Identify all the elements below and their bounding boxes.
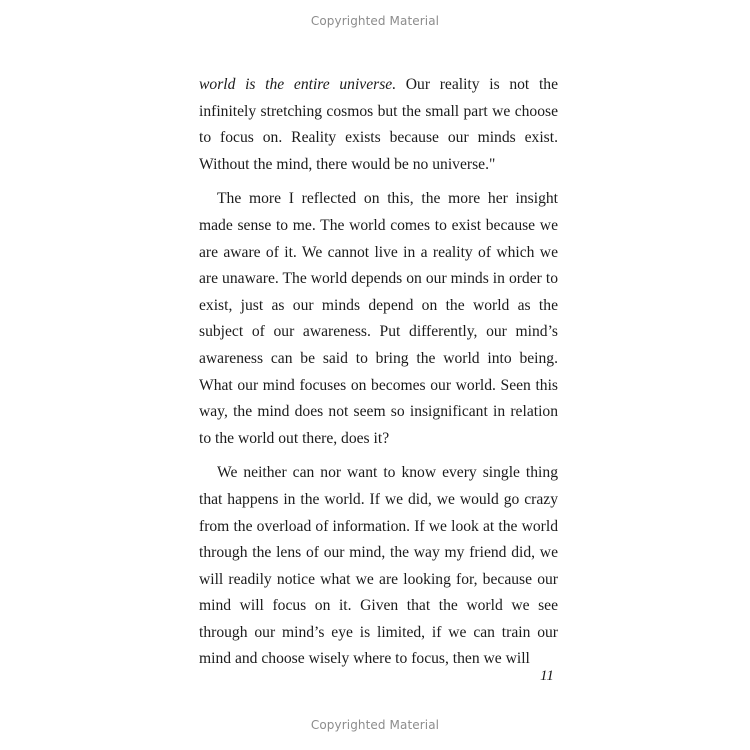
page-body	[199, 72, 558, 681]
page-number: 11	[540, 668, 554, 684]
copyright-watermark-bottom: Copyrighted Material	[310, 718, 440, 732]
paragraph-1-text: Our reality is not the infinitely stretching cosmos but the small part we choose to focus on. Reality exists because our minds exist. Without the mind, there would be no universe."	[199, 76, 558, 173]
paragraph-2: The more I reflected on this, the more her insight made sense to me. The world comes to exist because we are aware of it. We cannot live in a reality of which we are unaware. The world depends on our minds in order to exist, just as our minds depend on the world as the subject of our awareness. Put differently, our mind’s awareness can be said to bring the world into being. What our mind focuses on becomes our world. Seen this way, the mind does not seem so insignificant in relation to the world out there, does it?	[199, 190, 558, 447]
paragraph-3: We neither can nor want to know every single thing that happens in the world. If we did, we would go crazy from the overload of information. If we look at the world through the lens of our mind, the way my friend did, we will readily notice what we are looking for, because our mind will focus on it. Given that the world we see through our mind’s eye is limited, if we can train our mind and choose wisely where to focus, then we will	[199, 464, 558, 668]
paragraph-1	[199, 72, 558, 178]
copyright-watermark-top: Copyrighted Material	[310, 14, 440, 28]
italic-lead-in: world is the entire universe.	[199, 76, 397, 93]
